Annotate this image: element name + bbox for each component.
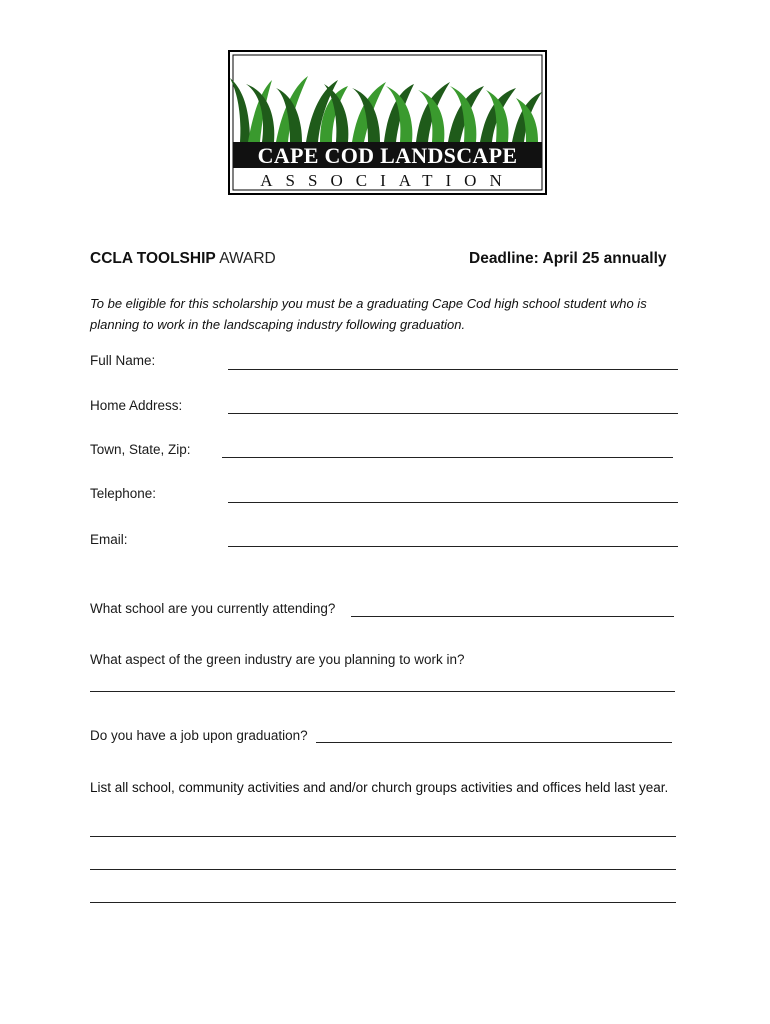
logo-line2-text: ASSOCIATION — [260, 171, 515, 190]
cape-cod-landscape-association-logo — [228, 50, 547, 195]
award-title-rest: AWARD — [219, 250, 276, 267]
activities-answer-line-1[interactable] — [90, 836, 676, 837]
job-answer-field[interactable] — [316, 742, 672, 743]
activities-question: List all school, community activities and and/or church groups activities and offices held last year. — [90, 780, 669, 795]
aspect-answer-field[interactable] — [90, 691, 675, 692]
activities-answer-line-2[interactable] — [90, 869, 676, 870]
aspect-question: What aspect of the green industry are you planning to work in? — [90, 652, 465, 667]
logo-graphic — [228, 50, 547, 195]
school-question: What school are you currently attending? — [90, 601, 336, 616]
job-question: Do you have a job upon graduation? — [90, 728, 308, 743]
deadline-text: Deadline: April 25 annually — [469, 250, 667, 267]
full-name-label: Full Name: — [90, 353, 156, 368]
full-name-field[interactable] — [228, 369, 678, 370]
home-address-field[interactable] — [228, 413, 678, 414]
logo-line1-text: CAPE COD LANDSCAPE — [257, 143, 518, 168]
eligibility-intro: To be eligible for this scholarship you must be a graduating Cape Cod high school student who is planning to work in the landscaping industry following graduation. — [90, 296, 647, 332]
telephone-field[interactable] — [228, 502, 678, 503]
town-state-zip-label: Town, State, Zip: — [90, 442, 191, 457]
email-field[interactable] — [228, 546, 678, 547]
email-label: Email: — [90, 532, 128, 547]
school-answer-field[interactable] — [351, 616, 674, 617]
activities-answer-line-3[interactable] — [90, 902, 676, 903]
award-title — [90, 250, 276, 268]
telephone-label: Telephone: — [90, 486, 157, 501]
award-title-bold: CCLA TOOLSHIP — [90, 250, 216, 267]
town-state-zip-field[interactable] — [222, 457, 673, 458]
home-address-label: Home Address: — [90, 398, 183, 413]
